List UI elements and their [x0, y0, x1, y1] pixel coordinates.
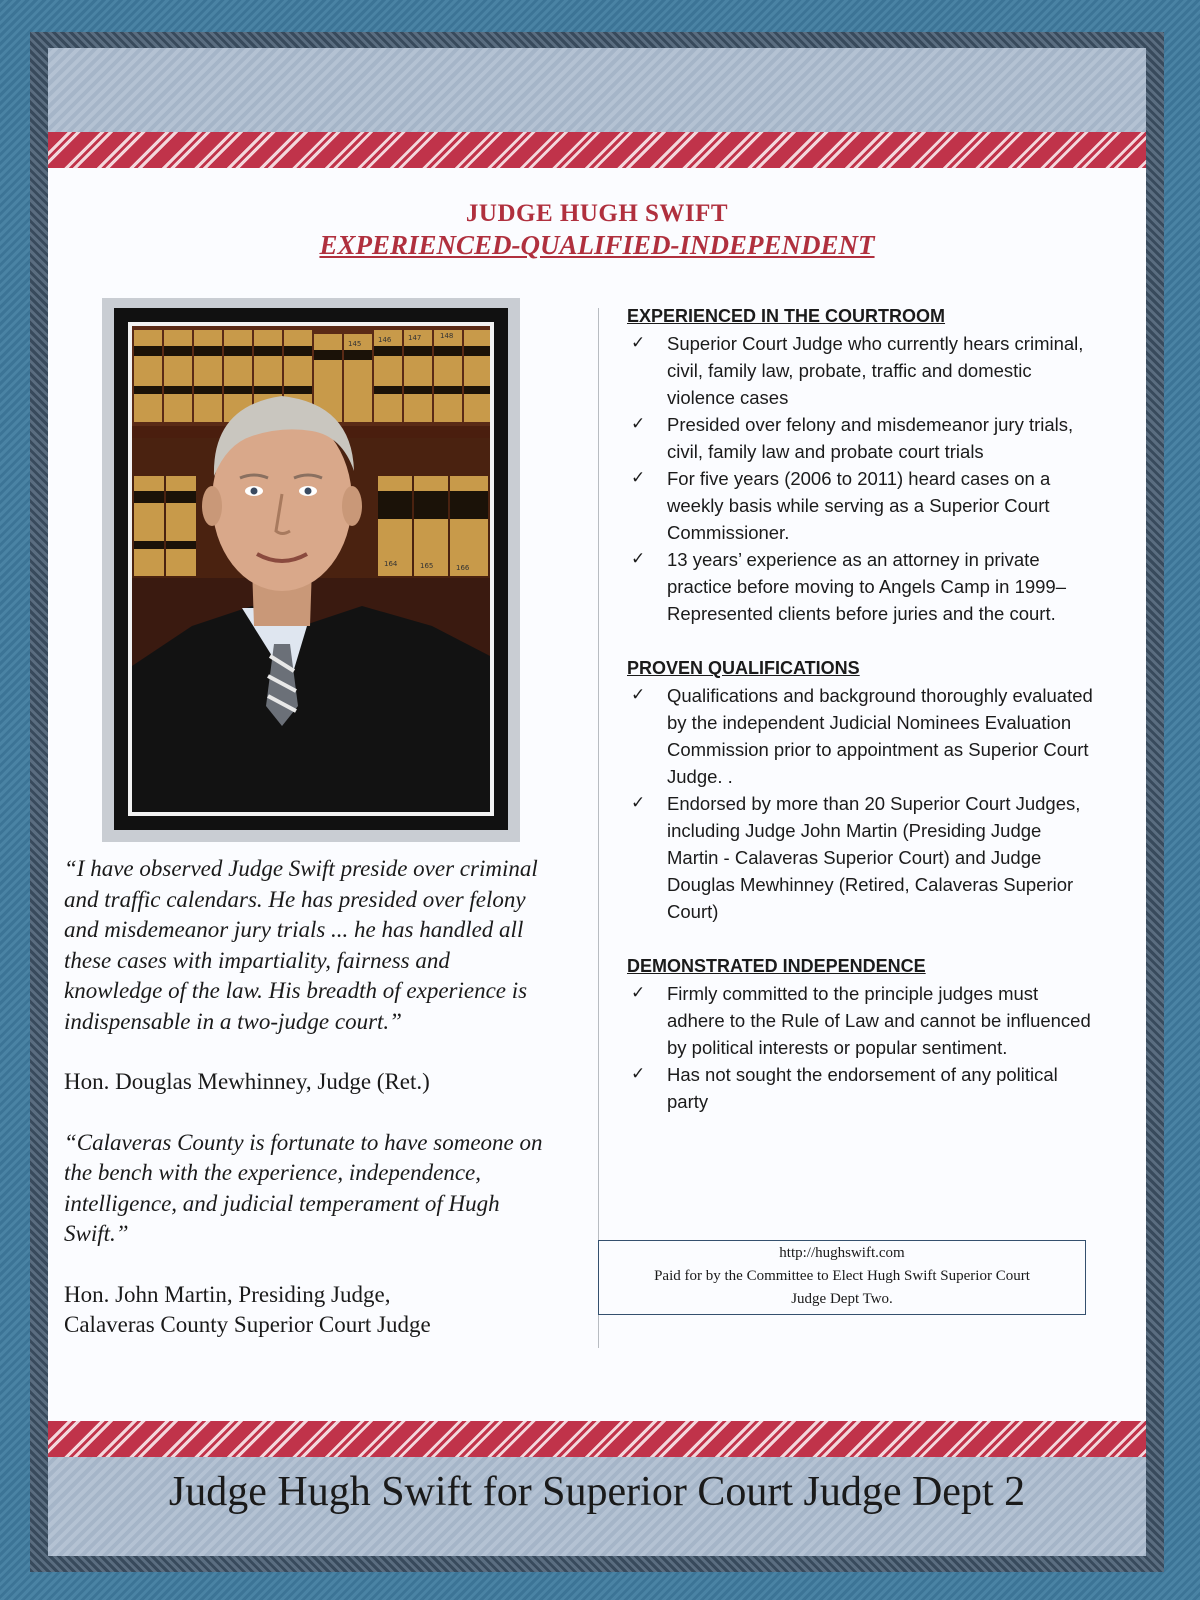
check-icon: ✓	[631, 793, 646, 813]
bottom-stripe-band	[48, 1421, 1146, 1457]
qualifications-column	[627, 303, 1097, 1115]
column-divider	[598, 308, 599, 1348]
portrait-border	[128, 322, 494, 816]
list-item: ✓ Qualifications and background thoroughly evaluated by the independent Judicial Nominees Evaluation Commission prior to appointment as Superior Court Judge. .	[627, 682, 1097, 790]
paid-for-line1: Paid for by the Committee to Elect Hugh Swift Superior Court	[654, 1268, 1030, 1284]
paid-for-notice	[598, 1240, 1086, 1315]
book-number: 145	[348, 340, 362, 348]
list-item: ✓ For five years (2006 to 2011) heard cases on a weekly basis while serving as a Superior Court Commissioner.	[627, 465, 1097, 546]
check-icon: ✓	[631, 685, 646, 705]
footer-banner: Judge Hugh Swift for Superior Court Judge Dept 2	[168, 1469, 1026, 1515]
section-heading-qualifications: PROVEN QUALIFICATIONS	[627, 658, 860, 678]
qualifications-list	[627, 682, 1097, 925]
page-subtitle: EXPERIENCED-QUALIFIED-INDEPENDENT	[319, 230, 875, 260]
flyer-body	[48, 168, 1146, 1421]
book-number: 148	[440, 332, 454, 340]
endorsement-quotes	[64, 854, 544, 1341]
attribution-martin-line2: Calaveras County Superior Court Judge	[64, 1312, 431, 1337]
portrait-mat	[114, 308, 508, 830]
list-item: ✓ Endorsed by more than 20 Superior Court Judges, including Judge John Martin (Presiding Judge Martin - Calaveras Superior Court) and Judge Douglas Mewhinney (Retired, Calaveras Superior Court)	[627, 790, 1097, 925]
list-item: ✓ 13 years’ experience as an attorney in private practice before moving to Angels Camp in 1999– Represented clients before juries and the court.	[627, 546, 1097, 627]
book-number: 164	[384, 560, 398, 568]
campaign-url[interactable]: http://hughswift.com	[779, 1245, 905, 1261]
judge-portrait	[132, 326, 490, 812]
book-number: 166	[456, 564, 470, 572]
judicial-robe	[132, 606, 490, 812]
paid-for-line2: Judge Dept Two.	[791, 1291, 893, 1307]
top-stripe-band	[48, 132, 1146, 168]
check-icon: ✓	[631, 1064, 646, 1084]
book-number: 165	[420, 562, 434, 570]
courtroom-list	[627, 330, 1097, 627]
section-heading-independence: DEMONSTRATED INDEPENDENCE	[627, 956, 926, 976]
page-title: JUDGE HUGH SWIFT	[465, 200, 729, 227]
quote-mewhinney: “I have observed Judge Swift preside over criminal and traffic calendars. He has presided over felony and misdemeanor jury trials ... he has handled all these cases with impartiality, fairness and knowledge of the law. His breadth of experience is indispensable in a two-judge court.”	[64, 856, 538, 1034]
book-number: 146	[378, 336, 392, 344]
list-item: ✓ Superior Court Judge who currently hears criminal, civil, family law, probate, traffic and domestic violence cases	[627, 330, 1097, 411]
book-number: 147	[408, 334, 422, 342]
independence-list	[627, 980, 1097, 1115]
attribution-martin-line1: Hon. John Martin, Presiding Judge,	[64, 1281, 391, 1307]
list-item: ✓ Has not sought the endorsement of any political party	[627, 1061, 1097, 1115]
portrait-illustration	[132, 326, 490, 812]
check-icon: ✓	[631, 983, 646, 1003]
section-heading-courtroom: EXPERIENCED IN THE COURTROOM	[627, 306, 946, 326]
list-item: ✓ Firmly committed to the principle judges must adhere to the Rule of Law and cannot be influenced by political interests or popular sentiment.	[627, 980, 1097, 1061]
check-icon: ✓	[631, 549, 646, 569]
check-icon: ✓	[631, 468, 646, 488]
check-icon: ✓	[631, 414, 646, 434]
title-block	[48, 200, 1146, 261]
quote-martin: “Calaveras County is fortunate to have someone on the bench with the experience, independence, intelligence, and judicial temperament of Hugh Swift.”	[64, 1129, 543, 1246]
attribution-mewhinney: Hon. Douglas Mewhinney, Judge (Ret.)	[64, 1069, 430, 1094]
check-icon: ✓	[631, 333, 646, 353]
portrait-frame	[102, 298, 520, 842]
list-item: ✓ Presided over felony and misdemeanor jury trials, civil, family law and probate court trials	[627, 411, 1097, 465]
